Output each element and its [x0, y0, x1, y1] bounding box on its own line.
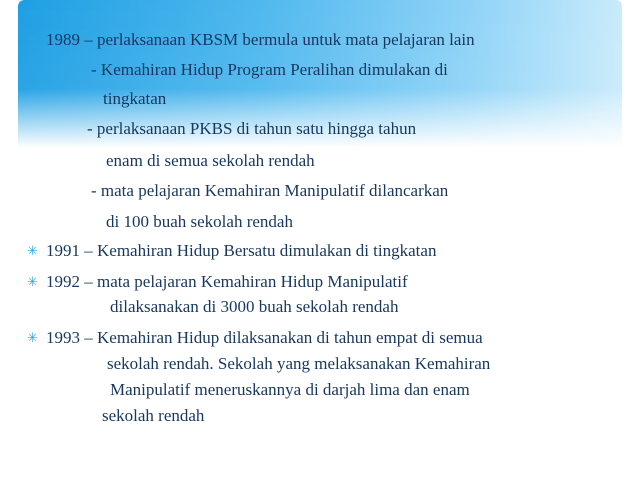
text-line-1989: 1989 – perlaksanaan KBSM bermula untuk mata pelajaran lain	[46, 30, 475, 49]
text-line-1993-cont-1: sekolah rendah. Sekolah yang melaksanakan Kemahiran	[107, 354, 491, 373]
bullet-icon: ✳	[27, 330, 38, 345]
text-line-sub-2: - perlaksanaan PKBS di tahun satu hingga tahun	[87, 119, 417, 138]
bullet-icon: ✳	[27, 243, 38, 258]
text-line-1991: 1991 – Kemahiran Hidup Bersatu dimulakan di tingkatan	[46, 241, 437, 260]
text-line-sub-3-cont: di 100 buah sekolah rendah	[106, 212, 293, 231]
text-line-1992-cont: dilaksanakan di 3000 buah sekolah rendah	[110, 297, 399, 316]
text-line-sub-1: - Kemahiran Hidup Program Peralihan dimulakan di	[91, 60, 448, 79]
text-line-1993-cont-2: Manipulatif meneruskannya di darjah lima dan enam	[110, 380, 470, 399]
text-line-sub-2-cont: enam di semua sekolah rendah	[106, 151, 315, 170]
bullet-icon: ✳	[27, 32, 38, 47]
text-line-1993-cont-3: sekolah rendah	[102, 406, 205, 425]
bullet-icon: ✳	[27, 274, 38, 289]
text-line-1993: 1993 – Kemahiran Hidup dilaksanakan di tahun empat di semua	[46, 328, 483, 347]
text-line-1992: 1992 – mata pelajaran Kemahiran Hidup Manipulatif	[46, 272, 408, 291]
text-line-sub-1-cont: tingkatan	[103, 89, 167, 108]
text-line-sub-3: - mata pelajaran Kemahiran Manipulatif dilancarkan	[91, 181, 449, 200]
